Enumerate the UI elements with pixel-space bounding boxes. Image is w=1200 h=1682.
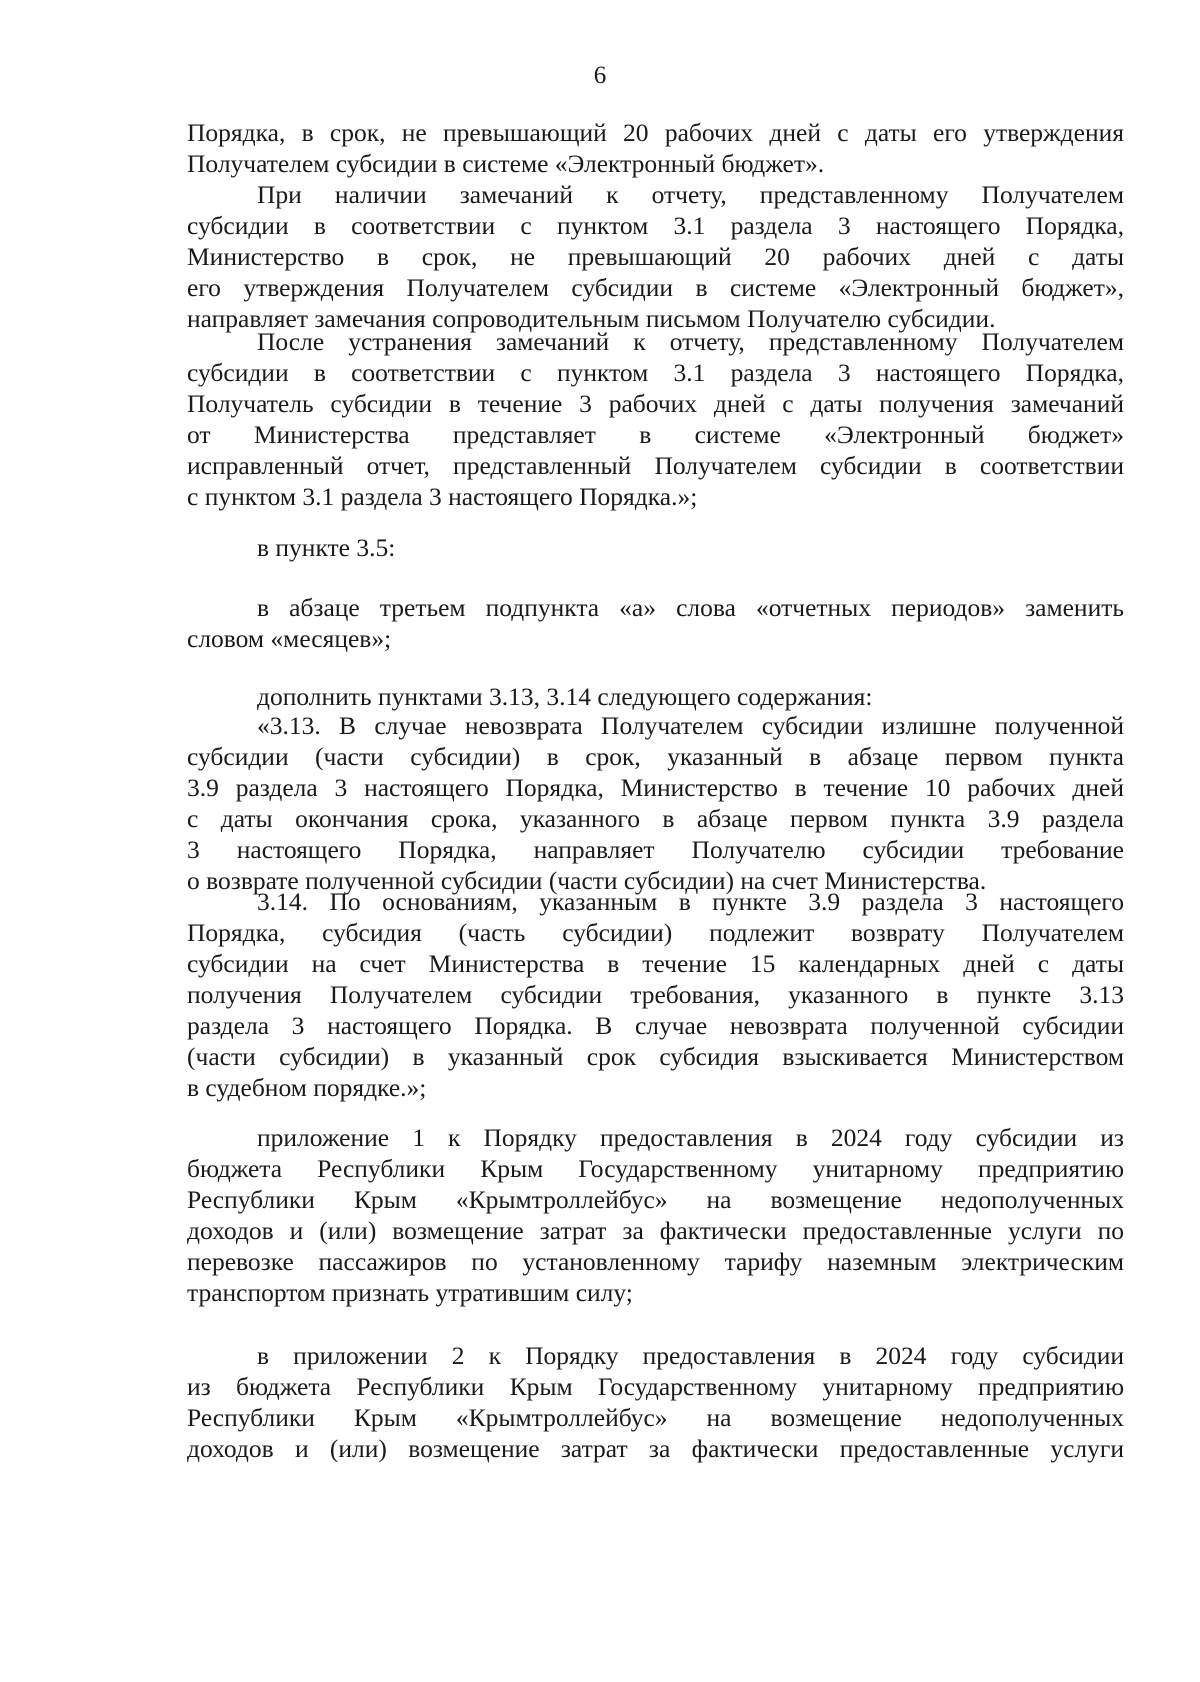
text-line: субсидии в соответствии с пунктом 3.1 раздела 3 настоящего Порядка, — [187, 358, 1124, 387]
text-line: После устранения замечаний к отчету, представленному Получателем — [257, 327, 1124, 356]
text-line: 3.9 раздела 3 настоящего Порядка, Министерство в течение 10 рабочих дней — [187, 773, 1124, 802]
text-line: о возврате полученной субсидии (части субсидии) на счет Министерства. — [187, 866, 987, 895]
text-line: в судебном порядке.»; — [187, 1073, 427, 1102]
text-line: словом «месяцев»; — [187, 624, 392, 653]
text-line: с пунктом 3.1 раздела 3 настоящего Порядка.»; — [187, 482, 698, 511]
text-line: При наличии замечаний к отчету, представленному Получателем — [257, 180, 1124, 209]
page-number: 6 — [593, 62, 607, 89]
paragraph-appendix-2 — [187, 1340, 1124, 1464]
text-line: Республики Крым «Крымтроллейбус» на возмещение недополученных — [187, 1403, 1124, 1432]
text-line: субсидии (части субсидии) в срок, указанный в абзаце первом пункта — [187, 742, 1124, 771]
text-line: его утверждения Получателем субсидии в системе «Электронный бюджет», — [187, 273, 1124, 302]
text-line: бюджета Республики Крым Государственному унитарному предприятию — [187, 1154, 1124, 1183]
text-line: доходов и (или) возмещение затрат за фактически предоставленные услуги по — [187, 1216, 1124, 1245]
paragraph-remarks — [187, 179, 1124, 334]
text-line: исправленный отчет, представленный Получателем субсидии в соответствии — [187, 451, 1124, 480]
text-line: направляет замечания сопроводительным письмом Получателю субсидии. — [187, 304, 996, 333]
paragraph-supplement — [187, 681, 1124, 712]
paragraph-appendix-1 — [187, 1122, 1124, 1308]
paragraph-point-3-5 — [187, 532, 1124, 563]
text-line: получения Получателем субсидии требования, указанного в пункте 3.13 — [187, 980, 1124, 1009]
paragraph-point-3-14 — [187, 886, 1124, 1103]
text-line: Порядка, субсидия (часть субсидии) подлежит возврату Получателем — [187, 918, 1124, 947]
text-line: раздела 3 настоящего Порядка. В случае невозврата полученной субсидии — [187, 1011, 1124, 1040]
text-line: Порядка, в срок, не превышающий 20 рабочих дней с даты его утверждения — [187, 118, 1124, 147]
text-line: с даты окончания срока, указанного в абзаце первом пункта 3.9 раздела — [187, 804, 1124, 833]
text-line: (части субсидии) в указанный срок субсидия взыскивается Министерством — [187, 1042, 1124, 1071]
text-line: в приложении 2 к Порядку предоставления в 2024 году субсидии — [257, 1341, 1124, 1370]
text-line: транспортом признать утратившим силу; — [187, 1278, 633, 1307]
text-line: субсидии в соответствии с пунктом 3.1 раздела 3 настоящего Порядка, — [187, 211, 1124, 240]
text-line: 3.14. По основаниям, указанным в пункте 3.9 раздела 3 настоящего — [257, 887, 1124, 916]
text-line: Министерство в срок, не превышающий 20 рабочих дней с даты — [187, 242, 1124, 271]
text-line: «3.13. В случае невозврата Получателем субсидии излишне полученной — [257, 711, 1124, 740]
text-line: 3 настоящего Порядка, направляет Получателю субсидии требование — [187, 835, 1124, 864]
paragraph-continuation — [187, 117, 1124, 179]
paragraph-after-fix — [187, 326, 1124, 512]
text-line: Получатель субсидии в течение 3 рабочих дней с даты получения замечаний — [187, 389, 1124, 418]
text-line: дополнить пунктами 3.13, 3.14 следующего содержания: — [257, 682, 873, 711]
text-line: Получателем субсидии в системе «Электронный бюджет». — [187, 149, 825, 178]
paragraph-replace-words — [187, 592, 1124, 654]
text-line: Республики Крым «Крымтроллейбус» на возмещение недополученных — [187, 1185, 1124, 1214]
text-line: приложение 1 к Порядку предоставления в 2024 году субсидии из — [257, 1123, 1124, 1152]
paragraph-point-3-13 — [187, 710, 1124, 896]
text-line: в пункте 3.5: — [257, 533, 396, 562]
text-line: субсидии на счет Министерства в течение 15 календарных дней с даты — [187, 949, 1124, 978]
text-line: от Министерства представляет в системе «Электронный бюджет» — [187, 420, 1124, 449]
text-line: доходов и (или) возмещение затрат за фактически предоставленные услуги — [187, 1434, 1124, 1463]
text-line: из бюджета Республики Крым Государственному унитарному предприятию — [187, 1372, 1124, 1401]
text-line: перевозке пассажиров по установленному тарифу наземным электрическим — [187, 1247, 1124, 1276]
text-line: в абзаце третьем подпункта «а» слова «отчетных периодов» заменить — [257, 593, 1124, 622]
